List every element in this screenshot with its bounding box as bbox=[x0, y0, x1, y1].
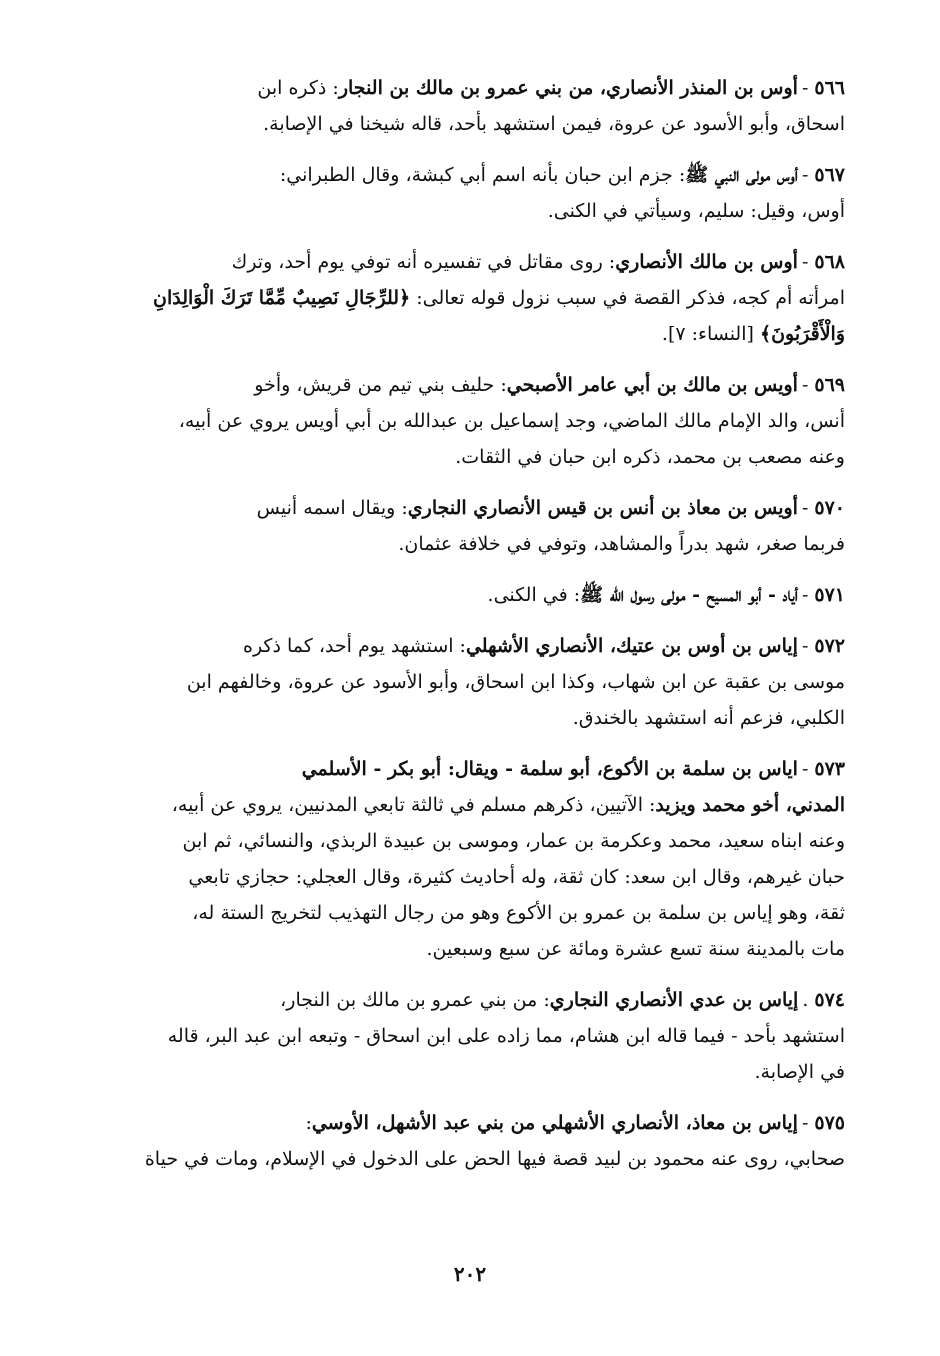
entry-text: : الآتيين، ذكرهم مسلم في ثالثة تابعي المدنيين، يروي عن أبيه، bbox=[171, 794, 656, 816]
entry-line bbox=[85, 787, 845, 823]
entry-number: ٥٧٠ bbox=[814, 497, 845, 519]
entry-number: ٥٧١ bbox=[814, 584, 845, 606]
entry-text: : ذكره ابن bbox=[257, 77, 339, 99]
entry-572 bbox=[85, 628, 845, 736]
entry-573 bbox=[85, 751, 845, 967]
quran-verse: ﴿للرِّجَالِ نَصِيبٌ مِّمَّا تَرَكَ الْوَالِدَانِ bbox=[152, 287, 411, 309]
entry-heading: أوس مولى النبي ﷺ bbox=[685, 164, 798, 186]
entry-text: : جزم ابن حبان بأنه اسم أبي كبشة، وقال الطبراني: bbox=[279, 164, 686, 186]
entry-heading: أويس بن مالك بن أبي عامر الأصبحي bbox=[506, 374, 798, 396]
entry-text: امرأته أم كجه، فذكر القصة في سبب نزول قوله تعالى: bbox=[416, 287, 845, 309]
entry-heading: أوس بن مالك الأنصاري bbox=[615, 251, 798, 273]
verse-reference: [النساء: ٧]. bbox=[661, 323, 754, 345]
entry-heading: إياس بن معاذ، الأنصاري الأشهلي من بني عبد الأشهل، الأوسي bbox=[311, 1112, 798, 1134]
entry-number: ٥٧٣ bbox=[814, 758, 845, 780]
entry-number: ٥٧٢ bbox=[814, 635, 845, 657]
entry-number: ٥٦٧ bbox=[814, 164, 845, 186]
entry-heading: اياس بن سلمة بن الأكوع، أبو سلمة - ويقال: أبو بكر - الأسلمي bbox=[301, 758, 798, 780]
entry-text: موسى بن عقبة عن ابن شهاب، وكذا ابن اسحاق، وأبو الأسود عن عروة، وخالفهم ابن bbox=[186, 671, 845, 693]
entry-line: ٥٦٩-أويس بن مالك بن أبي عامر الأصبحي: حليف بني تيم من قريش، وأخو bbox=[254, 374, 845, 396]
entry-number: ٥٦٨ bbox=[814, 251, 845, 273]
entry-number: ٥٧٤ bbox=[814, 989, 845, 1011]
entry-567 bbox=[85, 157, 845, 229]
entry-heading: أياد - أبو المسيح - مولى رسول الله ﷺ bbox=[580, 584, 798, 606]
entry-line bbox=[85, 316, 845, 352]
entry-line: ٥٦٧-أوس مولى النبي ﷺ: جزم ابن حبان بأنه اسم أبي كبشة، وقال الطبراني: bbox=[279, 164, 845, 186]
entry-line: ٥٦٨-أوس بن مالك الأنصاري: روى مقاتل في تفسيره أنه توفي يوم أحد، وترك bbox=[231, 251, 845, 273]
entries-list bbox=[85, 70, 845, 1177]
entry-text: صحابي، روى عنه محمود بن لبيد قصة فيها الحض على الدخول في الإسلام، ومات في حياة bbox=[144, 1148, 845, 1170]
entry-text: : في الكنى. bbox=[487, 584, 581, 606]
entry-text: وعنه مصعب بن محمد، ذكره ابن حبان في الثقات. bbox=[455, 446, 845, 468]
entry-text: أنس، والد الإمام مالك الماضي، وجد إسماعيل بن عبدالله بن أبي أويس يروي عن أبيه، bbox=[178, 410, 845, 432]
entry-text: الكلبي، فزعم أنه استشهد بالخندق. bbox=[572, 707, 845, 729]
entry-text: حبان غيرهم، وقال ابن سعد: كان ثقة، وله أحاديث كثيرة، وقال العجلي: حجازي تابعي bbox=[188, 866, 845, 888]
entry-number: ٥٧٥ bbox=[814, 1112, 845, 1134]
quran-verse: وَالْأَقْرَبُونَ﴾ bbox=[759, 323, 845, 345]
entry-number: ٥٦٦ bbox=[814, 77, 845, 99]
entry-text: اسحاق، وأبو الأسود عن عروة، فيمن استشهد بأحد، قاله شيخنا في الإصابة. bbox=[263, 113, 845, 135]
entry-line: ٥٦٦-أوس بن المنذر الأنصاري، من بني عمرو بن مالك بن النجار: ذكره ابن bbox=[257, 77, 845, 99]
entry-text: مات بالمدينة سنة تسع عشرة ومائة عن سبع وسبعين. bbox=[426, 938, 845, 960]
entry-570 bbox=[85, 490, 845, 562]
entry-text: استشهد بأحد - فيما قاله ابن هشام، مما زاده على ابن اسحاق - وتبعه ابن عبد البر، قاله bbox=[167, 1025, 845, 1047]
entry-text: : روى مقاتل في تفسيره أنه توفي يوم أحد، وترك bbox=[231, 251, 616, 273]
entry-heading: المدني، أخو محمد ويزيد bbox=[655, 794, 845, 816]
entry-text: وعنه ابناه سعيد، محمد وعكرمة بن عمار، وموسى بن عبيدة الربذي، والنسائي، ثم ابن bbox=[182, 830, 845, 852]
entry-text: : حليف بني تيم من قريش، وأخو bbox=[254, 374, 507, 396]
entry-566 bbox=[85, 70, 845, 142]
entry-line: ٥٧٥-إياس بن معاذ، الأنصاري الأشهلي من بني عبد الأشهل، الأوسي: bbox=[305, 1112, 845, 1134]
entry-text: أوس، وقيل: سليم، وسيأتي في الكنى. bbox=[547, 200, 845, 222]
entry-text: في الإصابة. bbox=[754, 1061, 845, 1083]
entry-line: ٥٧٠-أويس بن معاذ بن أنس بن قيس الأنصاري النجاري: ويقال اسمه أنيس bbox=[256, 497, 845, 519]
entry-text: : ويقال اسمه أنيس bbox=[256, 497, 408, 519]
entry-text: فربما صغر، شهد بدراً والمشاهد، وتوفي في خلافة عثمان. bbox=[398, 533, 845, 555]
entry-heading: أويس بن معاذ بن أنس بن قيس الأنصاري النجاري bbox=[407, 497, 798, 519]
entry-line: ٥٧٤.إياس بن عدي الأنصاري النجاري: من بني عمرو بن مالك بن النجار، bbox=[280, 989, 845, 1011]
entry-heading: إياس بن أوس بن عتيك، الأنصاري الأشهلي bbox=[465, 635, 798, 657]
entry-text: : من بني عمرو بن مالك بن النجار، bbox=[280, 989, 550, 1011]
entry-569 bbox=[85, 367, 845, 475]
entry-text: ثقة، وهو إياس بن سلمة بن عمرو بن الأكوع وهو من رجال التهذيب لتخريج الستة له، bbox=[192, 902, 845, 924]
entry-line bbox=[85, 280, 845, 316]
entry-heading: أوس بن المنذر الأنصاري، من بني عمرو بن مالك بن النجار bbox=[338, 77, 798, 99]
entry-575 bbox=[85, 1105, 845, 1177]
page-number: ٢٠٢ bbox=[453, 1262, 487, 1286]
entry-heading: إياس بن عدي الأنصاري النجاري bbox=[549, 989, 799, 1011]
entry-line: ٥٧٣-اياس بن سلمة بن الأكوع، أبو سلمة - ويقال: أبو بكر - الأسلمي bbox=[301, 758, 845, 780]
entry-574 bbox=[85, 982, 845, 1090]
entry-number: ٥٦٩ bbox=[814, 374, 845, 396]
entry-text: : bbox=[305, 1112, 312, 1134]
entry-568 bbox=[85, 244, 845, 352]
entry-line: ٥٧٢-إياس بن أوس بن عتيك، الأنصاري الأشهلي: استشهد يوم أحد، كما ذكره bbox=[242, 635, 845, 657]
entry-line: ٥٧١-أياد - أبو المسيح - مولى رسول الله ﷺ: في الكنى. bbox=[487, 584, 845, 606]
entry-571 bbox=[85, 577, 845, 613]
entry-text: : استشهد يوم أحد، كما ذكره bbox=[242, 635, 466, 657]
